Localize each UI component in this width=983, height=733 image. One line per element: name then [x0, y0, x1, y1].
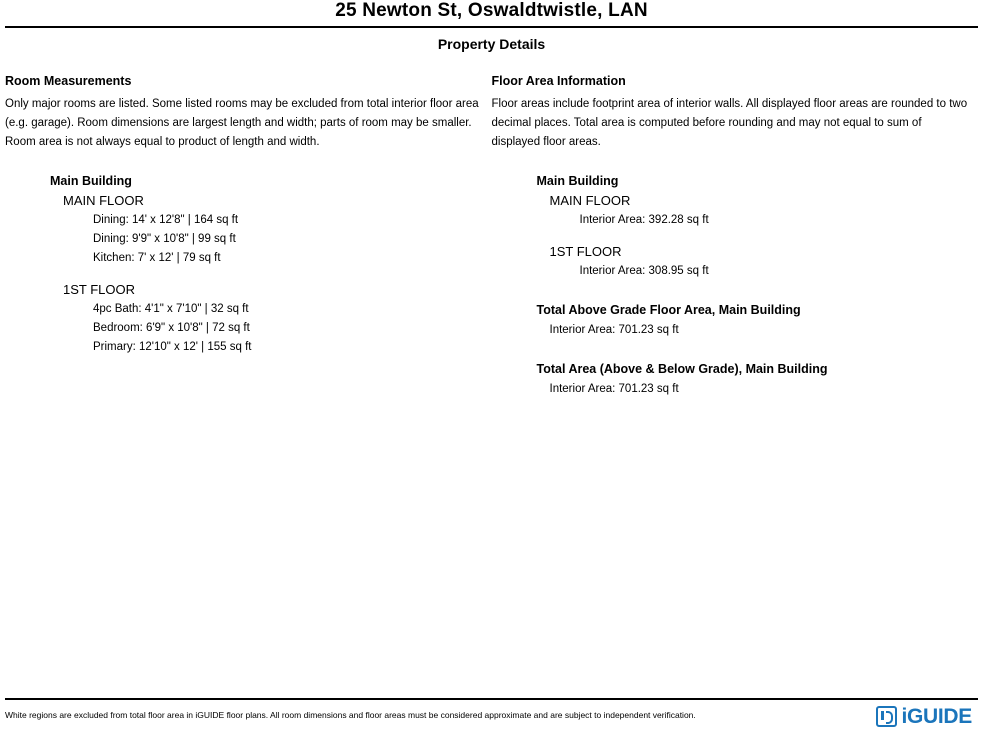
floor-label: 1ST FLOOR — [63, 282, 136, 297]
main-building-rooms-group — [5, 174, 482, 357]
page-subtitle: Property Details — [437, 36, 546, 52]
page-title: 25 Newton St, Oswaldtwistle, LAN — [335, 0, 648, 21]
document-header — [0, 0, 983, 52]
footer-row — [5, 706, 978, 733]
room-line: Kitchen: 7' x 12' | 79 sq ft — [93, 252, 221, 264]
floor-block — [5, 282, 482, 357]
document-footer — [0, 698, 983, 733]
iguide-logo — [876, 706, 978, 727]
floor-area-note: Floor areas include footprint area of interior walls. All displayed floor areas are rounded to two decimal places. Total area is computed before rounding and may not equal to sum of displayed floor areas. — [491, 98, 968, 148]
iguide-mark-icon — [876, 706, 897, 727]
floor-block — [5, 193, 482, 268]
room-line: Dining: 14' x 12'8" | 164 sq ft — [93, 214, 239, 226]
main-building-areas-group — [492, 174, 969, 281]
building-label: Main Building — [536, 174, 619, 188]
floor-label: 1ST FLOOR — [549, 244, 622, 259]
content-columns — [0, 74, 983, 399]
room-measurements-column — [5, 74, 492, 399]
footer-disclaimer: White regions are excluded from total floor area in iGUIDE floor plans. All room dimensions and floor areas must be considered approximate and are subject to independent verification. — [5, 710, 696, 720]
footer-divider — [5, 698, 978, 700]
area-line: Interior Area: 392.28 sq ft — [579, 214, 709, 226]
total-label: Total Area (Above & Below Grade), Main Building — [536, 362, 828, 376]
floor-area-column — [492, 74, 979, 399]
total-value: Interior Area: 701.23 sq ft — [549, 324, 679, 336]
total-label: Total Above Grade Floor Area, Main Building — [536, 303, 801, 317]
total-value: Interior Area: 701.23 sq ft — [549, 383, 679, 395]
building-label: Main Building — [50, 174, 132, 188]
iguide-logo-text: iGUIDE — [901, 705, 972, 728]
floor-block — [492, 244, 969, 281]
header-divider — [5, 26, 978, 28]
total-above-grade-block — [492, 303, 969, 340]
room-measurements-note: Only major rooms are listed. Some listed rooms may be excluded from total interior floor area (e.g. garage). Room dimensions are largest length and width; parts of room may be smaller. Room area is not always equal to product of length and width. — [5, 98, 479, 148]
room-line: Bedroom: 6'9" x 10'8" | 72 sq ft — [93, 322, 250, 334]
room-line: 4pc Bath: 4'1" x 7'10" | 32 sq ft — [93, 303, 249, 315]
room-line: Primary: 12'10" x 12' | 155 sq ft — [93, 341, 252, 353]
floor-label: MAIN FLOOR — [63, 193, 144, 208]
room-line: Dining: 9'9" x 10'8" | 99 sq ft — [93, 233, 236, 245]
total-all-grade-block — [492, 362, 969, 399]
floor-label: MAIN FLOOR — [549, 193, 631, 208]
floor-area-heading: Floor Area Information — [491, 74, 626, 88]
floor-block — [492, 193, 969, 230]
area-line: Interior Area: 308.95 sq ft — [579, 265, 709, 277]
room-measurements-heading: Room Measurements — [5, 74, 132, 88]
